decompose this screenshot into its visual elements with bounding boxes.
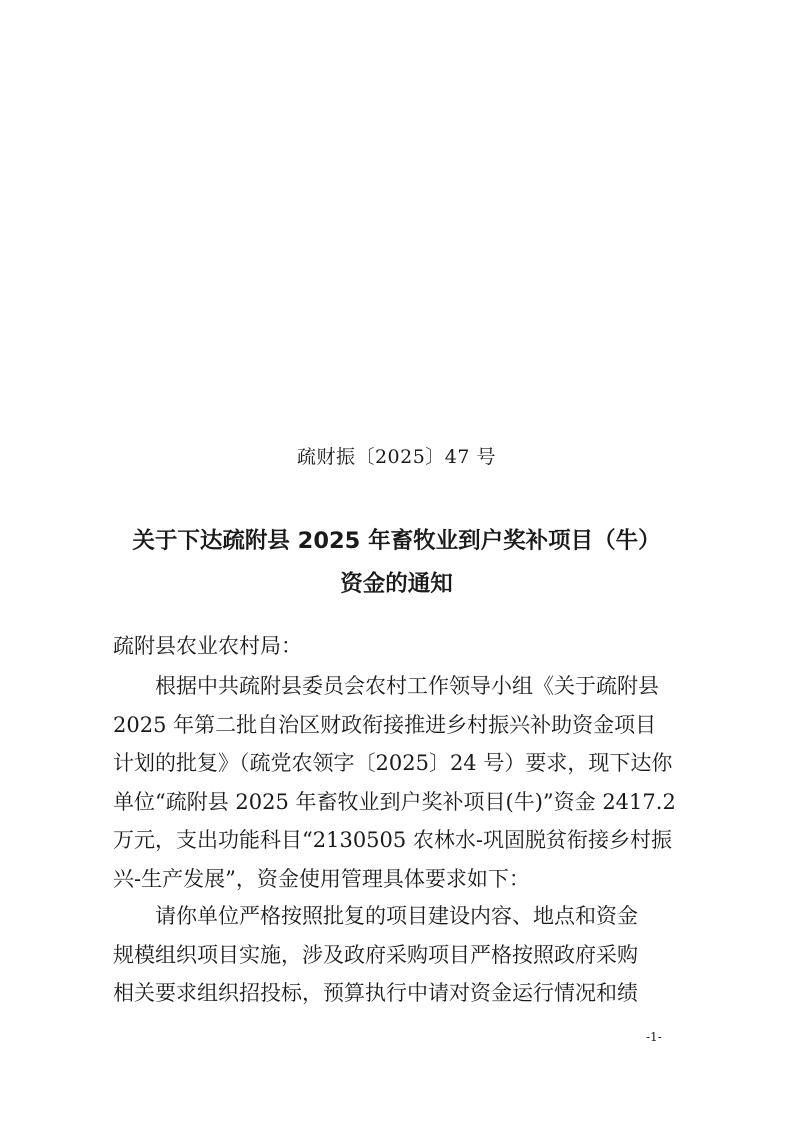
paragraph-line: 2025 年第二批自治区财政衔接推进乡村振兴补助资金项目	[113, 712, 657, 737]
paragraph-line: 兴-生产发展”，资金使用管理具体要求如下：	[113, 866, 530, 891]
paragraph-line: 根据中共疏附县委员会农村工作领导小组《关于疏附县	[113, 674, 659, 698]
paragraph-line: 请你单位严格按照批复的项目建设内容、地点和资金	[113, 904, 638, 928]
title-line-1: 关于下达疏附县 2025 年畜牧业到户奖补项目（牛）	[132, 528, 661, 554]
paragraph-line: 单位“疏附县 2025 年畜牧业到户奖补项目(牛)”资金 2417.2	[113, 789, 676, 814]
paragraph-line: 规模组织项目实施，涉及政府采购项目严格按照政府采购	[113, 942, 638, 967]
body-paragraph-2	[113, 897, 703, 1013]
body-paragraph-1	[113, 667, 703, 898]
document-number: 疏财振〔2025〕47 号	[296, 446, 497, 468]
page-number: -1-	[646, 1030, 662, 1044]
paragraph-line: 相关要求组织招投标，预算执行中请对资金运行情况和绩	[113, 981, 638, 1005]
paragraph-line: 万元，支出功能科目“2130505 农林水-巩固脱贫衔接乡村振	[113, 828, 673, 852]
addressee: 疏附县农业农村局：	[113, 634, 302, 658]
document-title	[40, 520, 753, 606]
paragraph-line: 计划的批复》（疏党农领字〔2025〕24 号）要求，现下达你	[113, 751, 673, 775]
title-line-2: 资金的通知	[340, 571, 453, 597]
